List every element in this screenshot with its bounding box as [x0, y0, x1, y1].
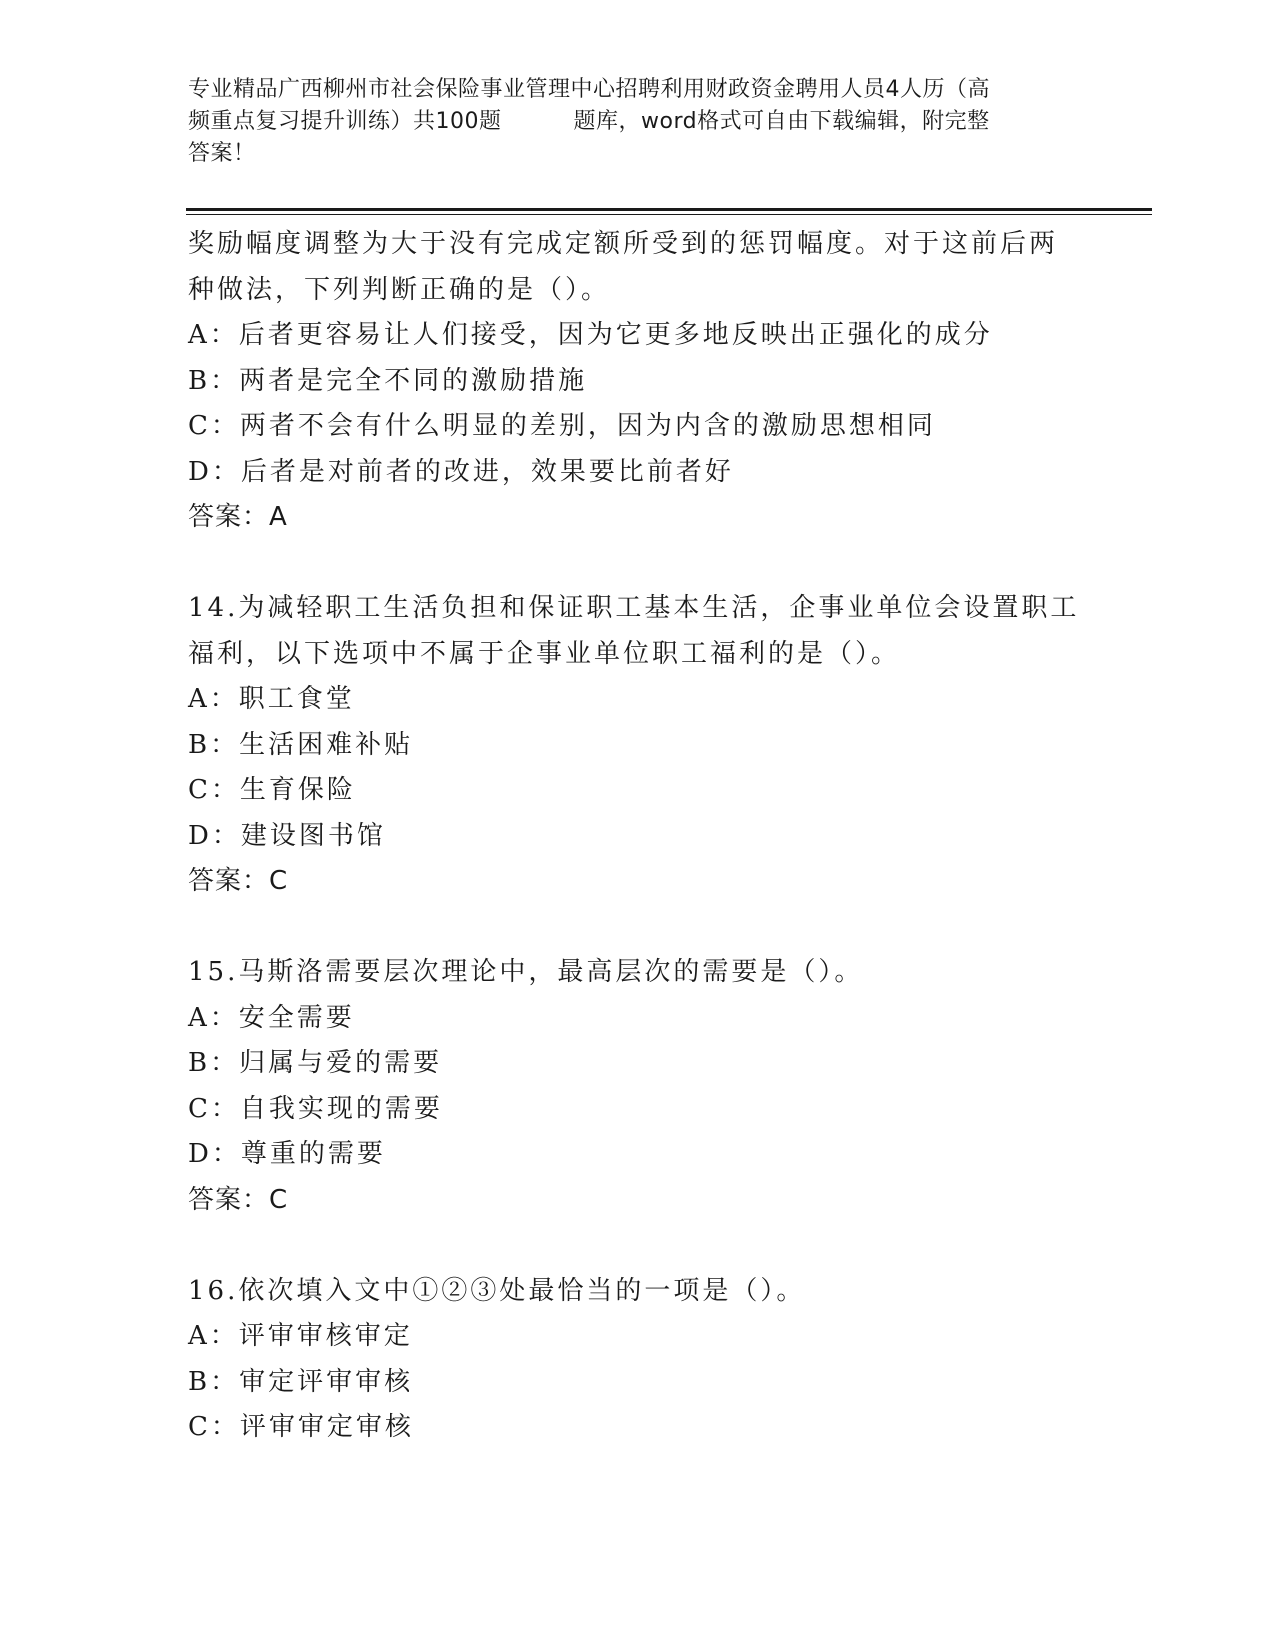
header-title-line-2	[188, 106, 1088, 138]
question-stem-line: 福利，以下选项中不属于企事业单位职工福利的是（）。	[188, 638, 901, 669]
option-b: B：审定评审审核	[188, 1366, 414, 1397]
question-spacer	[188, 1223, 1088, 1269]
answer-line: 答案：C	[188, 866, 289, 896]
option-a: A：职工食堂	[188, 684, 355, 714]
answer-line: 答案：A	[188, 502, 288, 532]
question-stem-line: 16.依次填入文中①②③处最恰当的一项是（）。	[188, 1275, 806, 1306]
option-b: B：两者是完全不同的激励措施	[188, 365, 588, 396]
option-c: C：自我实现的需要	[188, 1093, 443, 1124]
header-title-line-1: 专业精品广西柳州市社会保险事业管理中心招聘利用财政资金聘用人员4人历（高	[188, 77, 990, 102]
header-title-line-2-part-1: 频重点复习提升训练）共100题	[188, 109, 502, 134]
header-title-line-3: 答案！	[188, 141, 256, 166]
question-14	[188, 586, 1088, 905]
option-b: B：归属与爱的需要	[188, 1048, 443, 1078]
question-16	[188, 1269, 1088, 1451]
option-b: B：生活困难补贴	[188, 729, 414, 760]
option-c: C：生育保险	[188, 775, 356, 805]
option-a: A：后者更容易让人们接受，因为它更多地反映出正强化的成分	[188, 320, 993, 350]
question-spacer	[188, 541, 1088, 587]
option-c: C：评审审定审核	[188, 1412, 414, 1442]
header-title-line-2-part-2: 题库，word格式可自由下载编辑，附完整	[573, 109, 990, 134]
header-divider-thin	[186, 214, 1152, 215]
option-d: D：尊重的需要	[188, 1139, 386, 1169]
header-divider-thick	[186, 208, 1152, 211]
question-list	[188, 222, 1088, 1451]
option-a: A：评审审核审定	[188, 1321, 413, 1351]
document-header	[188, 74, 1088, 170]
answer-line: 答案：C	[188, 1184, 289, 1215]
option-d: D：后者是对前者的改进，效果要比前者好	[188, 456, 734, 487]
question-15	[188, 950, 1088, 1223]
question-stem-line: 14.为减轻职工生活负担和保证职工基本生活，企事业单位会设置职工	[188, 593, 1080, 623]
question-stem-line: 种做法，下列判断正确的是（）。	[188, 274, 611, 305]
question-13-continued	[188, 222, 1088, 541]
question-spacer	[188, 905, 1088, 951]
question-stem-line: 奖励幅度调整为大于没有完成定额所受到的惩罚幅度。对于这前后两	[188, 229, 1059, 259]
option-a: A：安全需要	[188, 1002, 355, 1033]
option-d: D：建设图书馆	[188, 820, 386, 851]
option-c: C：两者不会有什么明显的差别，因为内含的激励思想相同	[188, 411, 936, 441]
question-stem-line: 15.马斯洛需要层次理论中，最高层次的需要是（）。	[188, 957, 864, 987]
